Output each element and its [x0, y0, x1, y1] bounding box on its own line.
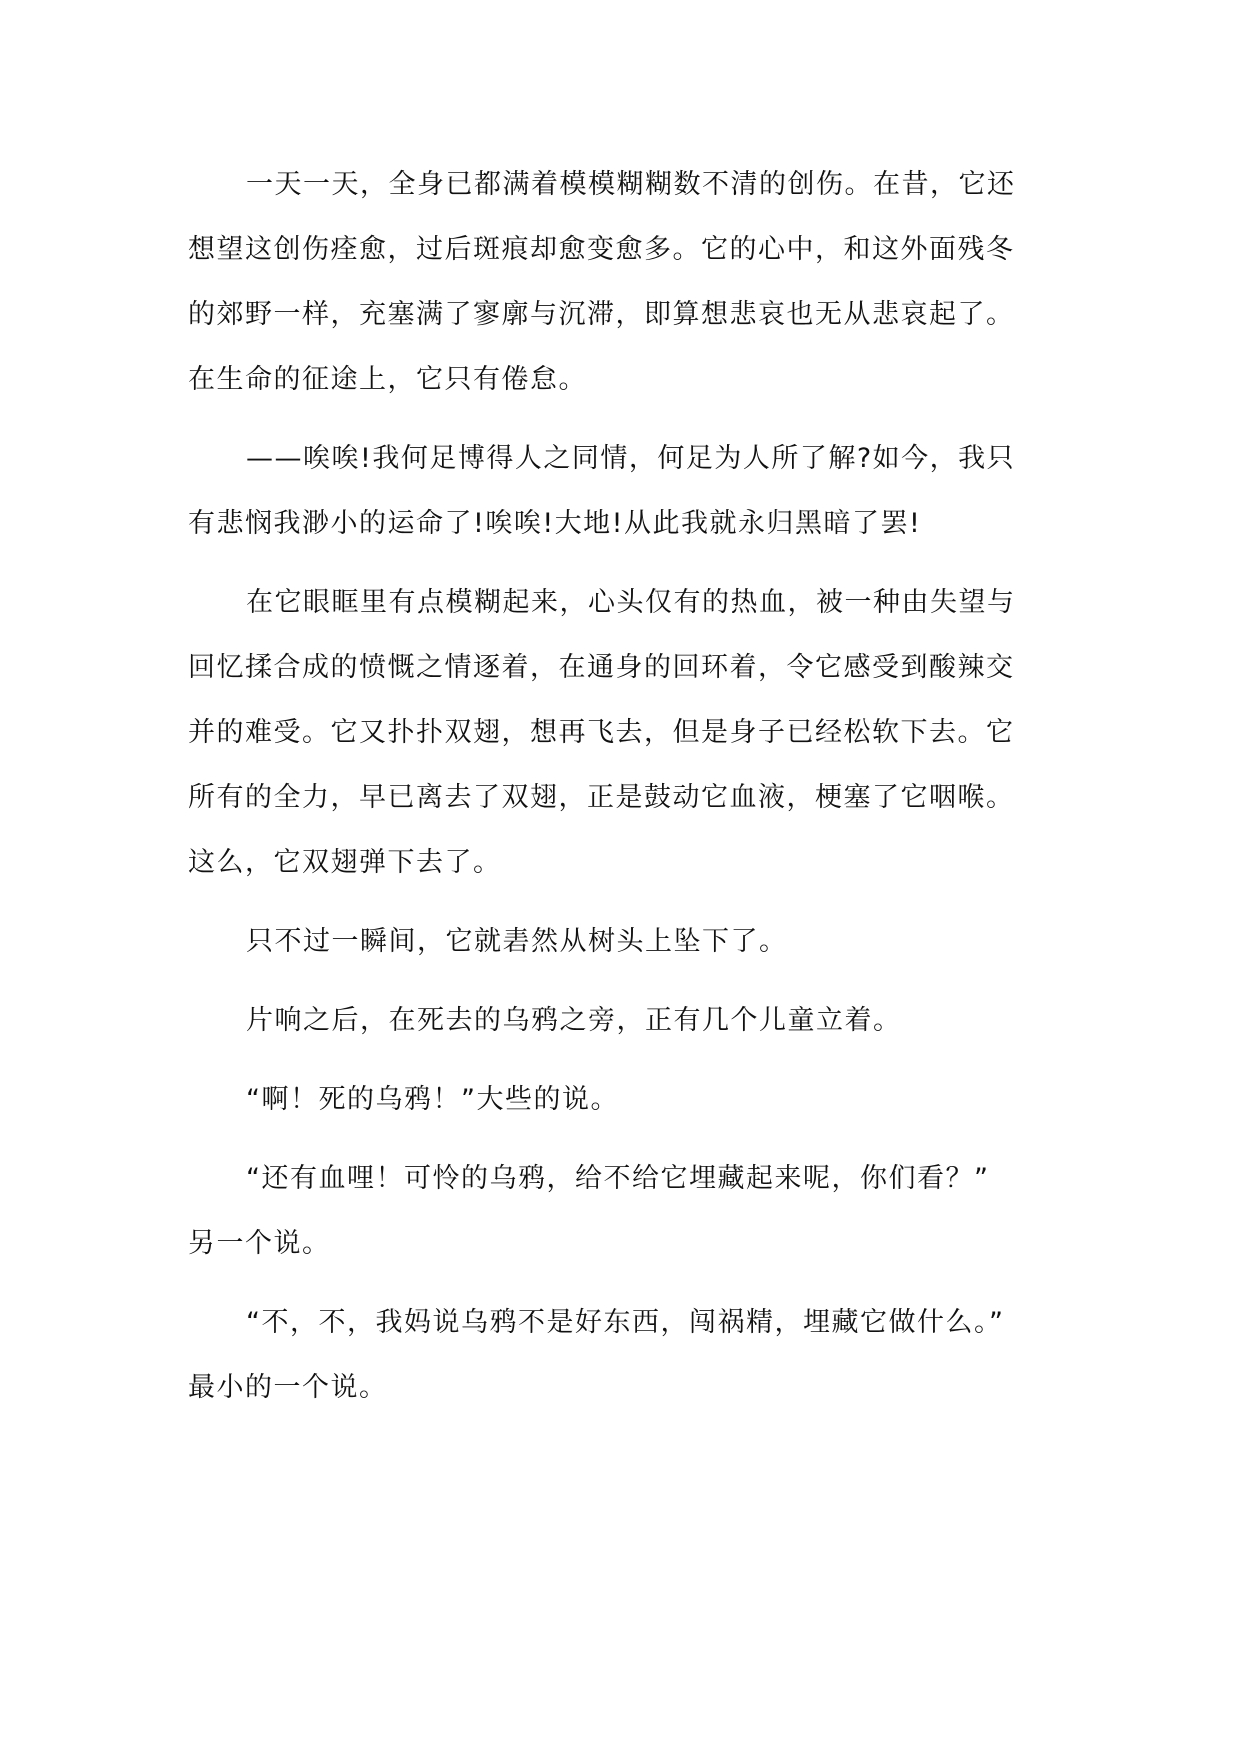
paragraph-1 — [188, 152, 1068, 412]
paragraph-5 — [188, 988, 1068, 1053]
text-line: 的郊野一样，充塞满了寥廓与沉滞，即算想悲哀也无从悲哀起了。 — [188, 299, 1015, 330]
body-text — [188, 152, 1068, 1434]
text-line: 有悲悯我渺小的运命了!唉唉!大地!从此我就永归黑暗了罢! — [188, 508, 922, 539]
text-line: 最小的一个说。 — [188, 1372, 388, 1403]
paragraph-3 — [188, 570, 1068, 895]
text-line: 片响之后，在死去的乌鸦之旁，正有几个儿童立着。 — [246, 1005, 902, 1036]
paragraph-2 — [188, 426, 1068, 556]
text-line: 并的难受。它又扑扑双翅，想再飞去，但是身子已经松软下去。它 — [188, 717, 1015, 748]
text-line: ——唉唉!我何足博得人之同情，何足为人所了解?如今，我只 — [246, 443, 1016, 474]
text-line: 在生命的征途上，它只有倦怠。 — [188, 364, 587, 395]
text-line: 一天一天，全身已都满着模模糊糊数不清的创伤。在昔，它还 — [246, 169, 1016, 200]
paragraph-6 — [188, 1067, 1068, 1132]
text-line: 想望这创伤痊愈，过后斑痕却愈变愈多。它的心中，和这外面残冬 — [188, 234, 1015, 265]
text-line: “啊！死的乌鸦！”大些的说。 — [246, 1084, 619, 1115]
text-line: 回忆揉合成的愤慨之情逐着，在通身的回环着，令它感受到酸辣交 — [188, 652, 1015, 683]
text-line: 另一个说。 — [188, 1228, 331, 1259]
text-line: 所有的全力，早已离去了双翅，正是鼓动它血液，梗塞了它咽喉。 — [188, 782, 1015, 813]
paragraph-7 — [188, 1146, 1068, 1276]
text-line: “还有血哩！可怜的乌鸦，给不给它埋藏起来呢，你们看？” — [246, 1163, 990, 1194]
text-line: 只不过一瞬间，它就砉然从树头上坠下了。 — [246, 926, 788, 957]
text-line: “不，不，我妈说乌鸦不是好东西，闯祸精，埋藏它做什么。” — [246, 1307, 1005, 1338]
paragraph-4 — [188, 909, 1068, 974]
text-line: 在它眼眶里有点模糊起来，心头仅有的热血，被一种由失望与 — [246, 587, 1016, 618]
text-line: 这么，它双翅弹下去了。 — [188, 847, 502, 878]
paragraph-8 — [188, 1290, 1068, 1420]
